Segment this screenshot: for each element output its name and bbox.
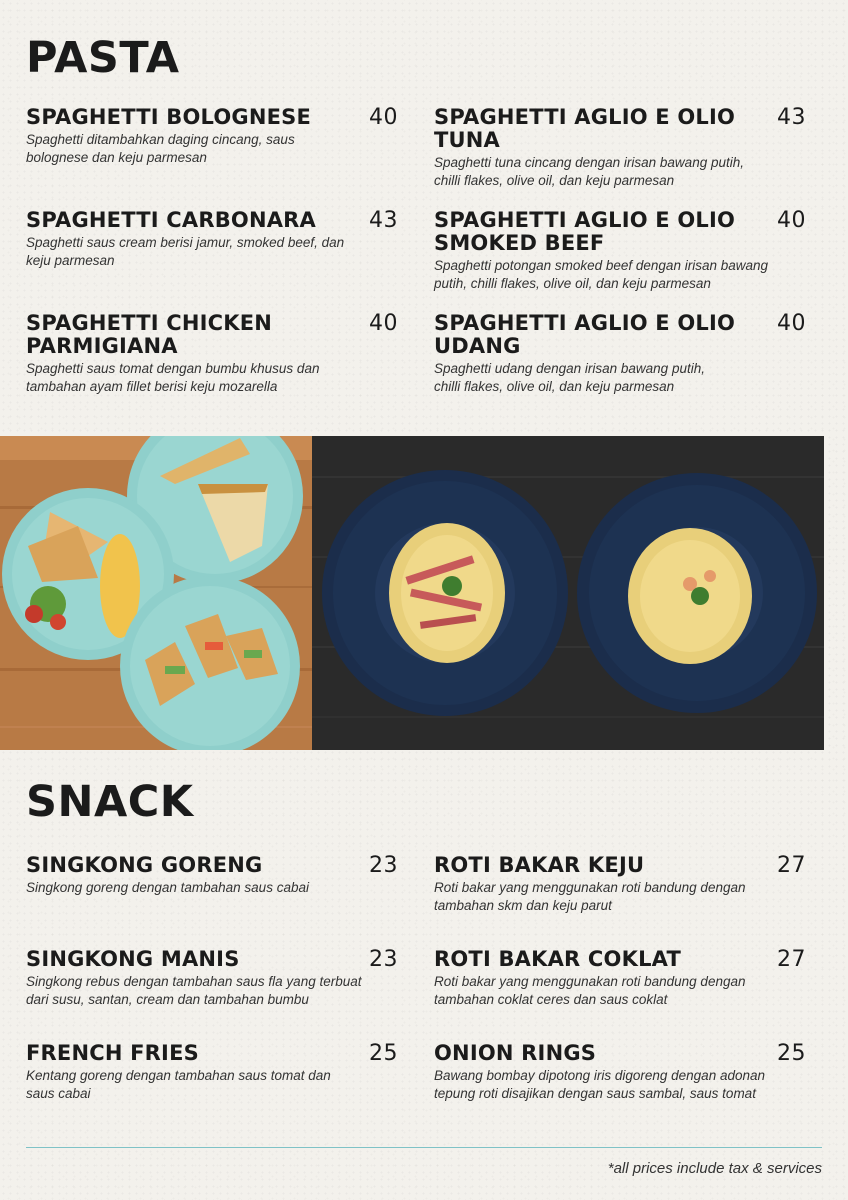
item-price: 23 xyxy=(369,853,398,878)
item-name: SPAGHETTI BOLOGNESE xyxy=(26,105,312,129)
item-price: 40 xyxy=(369,311,398,336)
item-description: Singkong rebus dengan tambahan saus fla yang terbuat dari susu, santan, cream dan tambahan bumbu xyxy=(26,974,362,1007)
menu-item xyxy=(434,312,806,396)
item-name: FRENCH FRIES xyxy=(26,1041,199,1065)
item-price: 43 xyxy=(369,208,398,233)
item-description: Spaghetti udang dengan irisan bawang putih, chilli flakes, olive oil, dan keju parmesan xyxy=(434,361,705,394)
item-description: Singkong goreng dengan tambahan saus cabai xyxy=(26,880,309,895)
item-price: 25 xyxy=(369,1041,398,1066)
item-description: Roti bakar yang menggunakan roti bandung dengan tambahan coklat ceres dan saus coklat xyxy=(434,974,746,1007)
menu-item xyxy=(26,312,398,396)
item-name: SPAGHETTI AGLIO E OLIO TUNA xyxy=(434,105,736,152)
item-name: SPAGHETTI CARBONARA xyxy=(26,208,316,232)
menu-item xyxy=(26,209,398,270)
snack-plates-photo xyxy=(0,436,312,750)
item-price: 27 xyxy=(777,947,806,972)
item-price: 40 xyxy=(777,311,806,336)
pasta-plates-photo xyxy=(312,436,824,750)
menu-item xyxy=(434,948,806,1009)
item-name: SINGKONG GORENG xyxy=(26,853,263,877)
item-description: Spaghetti saus tomat dengan bumbu khusus dan tambahan ayam fillet berisi keju mozarella xyxy=(26,361,320,394)
item-name: SPAGHETTI AGLIO E OLIO UDANG xyxy=(434,311,736,358)
item-price: 23 xyxy=(369,947,398,972)
item-description: Spaghetti saus cream berisi jamur, smoked beef, dan keju parmesan xyxy=(26,235,345,268)
snack-title: SNACK xyxy=(26,777,194,827)
item-name: ROTI BAKAR KEJU xyxy=(434,853,645,877)
menu-item xyxy=(26,106,398,167)
item-name: SPAGHETTI CHICKEN PARMIGIANA xyxy=(26,311,273,358)
pasta-title: PASTA xyxy=(26,33,180,83)
item-description: Kentang goreng dengan tambahan saus tomat dan saus cabai xyxy=(26,1068,331,1101)
menu-item xyxy=(26,854,398,897)
item-description: Spaghetti ditambahkan daging cincang, saus bolognese dan keju parmesan xyxy=(26,132,295,165)
item-description: Roti bakar yang menggunakan roti bandung dengan tambahan skm dan keju parut xyxy=(434,880,746,913)
food-photos xyxy=(0,436,824,750)
item-name: ONION RINGS xyxy=(434,1041,597,1065)
item-price: 43 xyxy=(777,105,806,130)
item-description: Spaghetti tuna cincang dengan irisan bawang putih, chilli flakes, olive oil, dan keju parmesan xyxy=(434,155,744,188)
item-description: Bawang bombay dipotong iris digoreng dengan adonan tepung roti disajikan dengan saus sambal, saus tomat xyxy=(434,1068,766,1101)
item-name: ROTI BAKAR COKLAT xyxy=(434,947,682,971)
price-footnote: *all prices include tax & services xyxy=(607,1160,822,1177)
item-name: SPAGHETTI AGLIO E OLIO SMOKED BEEF xyxy=(434,208,736,255)
item-description: Spaghetti potongan smoked beef dengan irisan bawang putih, chilli flakes, olive oil, dan keju parmesan xyxy=(434,258,768,291)
menu-item xyxy=(434,854,806,915)
menu-item xyxy=(434,1042,806,1103)
item-price: 25 xyxy=(777,1041,806,1066)
menu-item xyxy=(434,106,806,190)
item-price: 40 xyxy=(369,105,398,130)
item-price: 40 xyxy=(777,208,806,233)
item-name: SINGKONG MANIS xyxy=(26,947,240,971)
menu-item xyxy=(26,1042,398,1103)
menu-item xyxy=(434,209,806,293)
food-photo-strip xyxy=(0,436,824,750)
menu-item xyxy=(26,948,398,1009)
item-price: 27 xyxy=(777,853,806,878)
footer-divider xyxy=(26,1147,822,1148)
